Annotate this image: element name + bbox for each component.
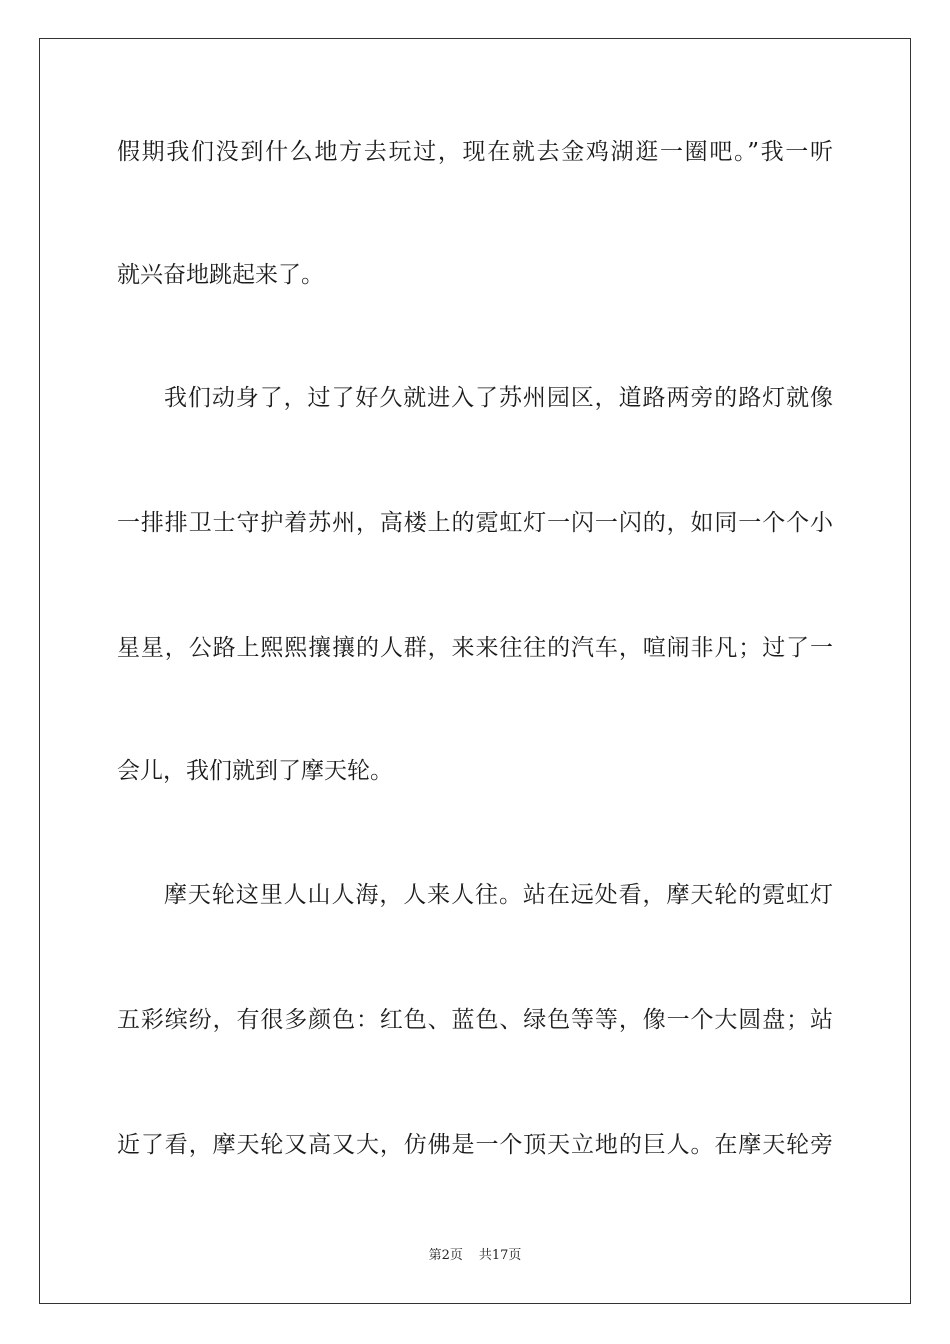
page-total: 共17页	[478, 1248, 522, 1263]
text-line-7: 摩天轮这里人山人海，人来人往。站在远处看，摩天轮的霓虹灯	[164, 882, 833, 908]
page-number: 第2页	[428, 1248, 463, 1263]
text-line-2: 就兴奋地跳起来了。	[117, 262, 324, 288]
text-line-9: 近了看，摩天轮又高又大，仿佛是一个顶天立地的巨人。在摩天轮旁	[117, 1132, 833, 1158]
text-line-4: 一排排卫士守护着苏州，高楼上的霓虹灯一闪一闪的，如同一个个小	[117, 510, 833, 536]
text-line-6: 会儿，我们就到了摩天轮。	[117, 758, 393, 784]
page-footer	[0, 1247, 950, 1265]
page-border	[39, 38, 911, 1304]
text-line-1: 假期我们没到什么地方去玩过，现在就去金鸡湖逛一圈吧。”我一听	[117, 139, 833, 165]
text-line-3: 我们动身了，过了好久就进入了苏州园区，道路两旁的路灯就像	[164, 385, 833, 411]
text-line-5: 星星，公路上熙熙攘攘的人群，来来往往的汽车，喧闹非凡；过了一	[117, 635, 833, 661]
text-line-8: 五彩缤纷，有很多颜色：红色、蓝色、绿色等等，像一个大圆盘；站	[117, 1007, 833, 1033]
